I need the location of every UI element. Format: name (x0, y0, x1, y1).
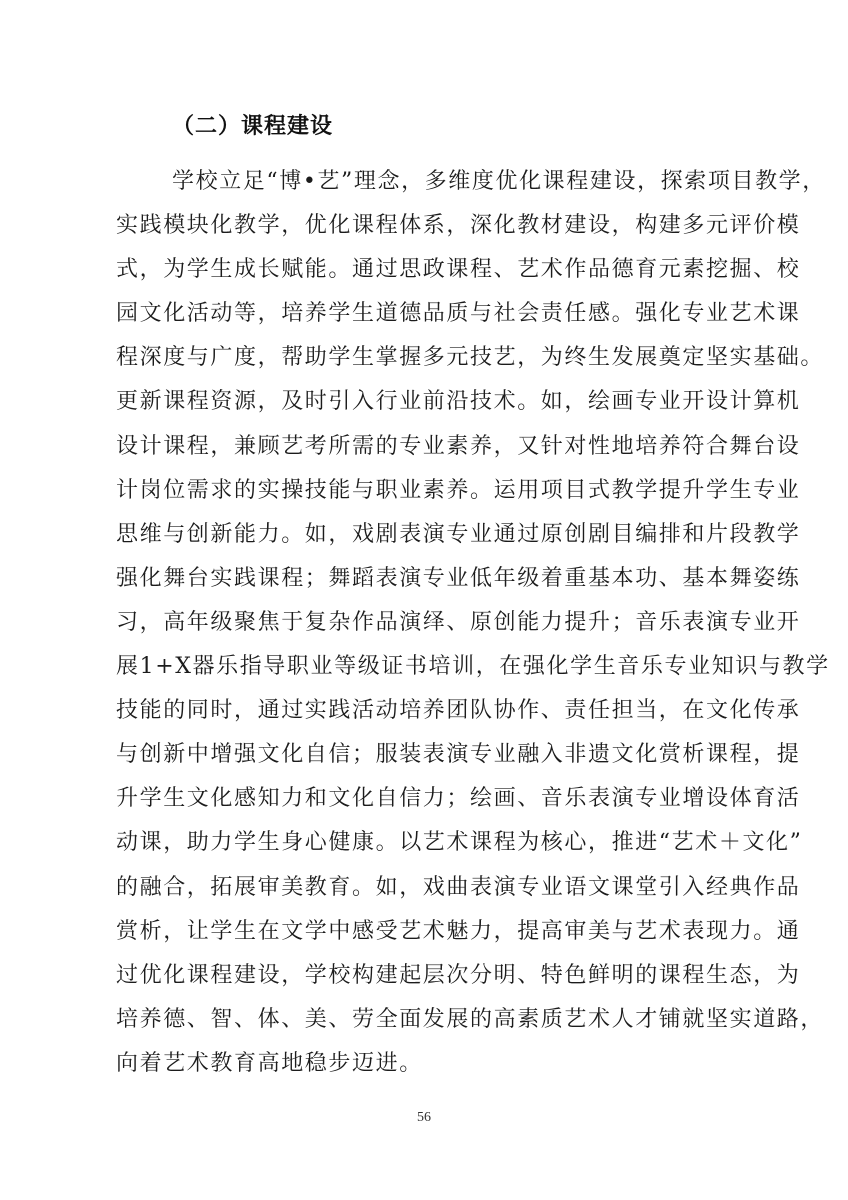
paragraph-line: 程深度与广度，帮助学生掌握多元技艺，为终生发展奠定坚实基础。 (116, 345, 825, 371)
paragraph-line: 实践模块化教学，优化课程体系，深化教材建设，构建多元评价模 (116, 213, 801, 239)
paragraph-line: 园文化活动等，培养学生道德品质与社会责任感。强化专业艺术课 (116, 301, 801, 327)
paragraph-line: 动课，助力学生身心健康。以艺术课程为核心，推进“艺术＋文化” (116, 830, 803, 856)
paragraph-line: 的融合，拓展审美教育。如，戏曲表演专业语文课堂引入经典作品 (116, 874, 801, 900)
paragraph-line: 赏析，让学生在文学中感受艺术魅力，提高审美与艺术表现力。通 (116, 918, 801, 944)
paragraph-line: 习，高年级聚焦于复杂作品演绎、原创能力提升；音乐表演专业开 (116, 609, 801, 635)
paragraph-line: 强化舞台实践课程；舞蹈表演专业低年级着重基本功、基本舞姿练 (116, 565, 801, 591)
paragraph-line: 培养德、智、体、美、劳全面发展的高素质艺术人才铺就坚实道路， (116, 1006, 825, 1032)
paragraph-line: 式，为学生成长赋能。通过思政课程、艺术作品德育元素挖掘、校 (116, 257, 801, 283)
paragraph-line: 展1+X器乐指导职业等级证书培训，在强化学生音乐专业知识与教学 (116, 654, 830, 680)
paragraph-line: 计岗位需求的实操技能与职业素养。运用项目式教学提升学生专业 (116, 477, 801, 503)
page-number: 56 (417, 1110, 431, 1125)
paragraph-line: 与创新中增强文化自信；服装表演专业融入非遗文化赏析课程，提 (116, 742, 801, 768)
paragraph-line: 思维与创新能力。如，戏剧表演专业通过原创剧目编排和片段教学 (116, 521, 801, 547)
paragraph-line: 设计课程，兼顾艺考所需的专业素养，又针对性地培养符合舞台设 (116, 433, 801, 459)
paragraph-line: 过优化课程建设，学校构建起层次分明、特色鲜明的课程生态，为 (116, 962, 801, 988)
paragraph-line: 技能的同时，通过实践活动培养团队协作、责任担当，在文化传承 (116, 698, 801, 724)
body-paragraph (116, 160, 830, 1086)
paragraph-line: 升学生文化感知力和文化自信力；绘画、音乐表演专业增设体育活 (116, 786, 801, 812)
paragraph-line: 向着艺术教育高地稳步迈进。 (116, 1050, 423, 1076)
paragraph-line: 学校立足“博•艺”理念，多维度优化课程建设，探索项目教学， (172, 169, 826, 194)
section-heading: （二）课程建设 (172, 114, 334, 139)
paragraph-line: 更新课程资源，及时引入行业前沿技术。如，绘画专业开设计算机 (116, 389, 801, 415)
